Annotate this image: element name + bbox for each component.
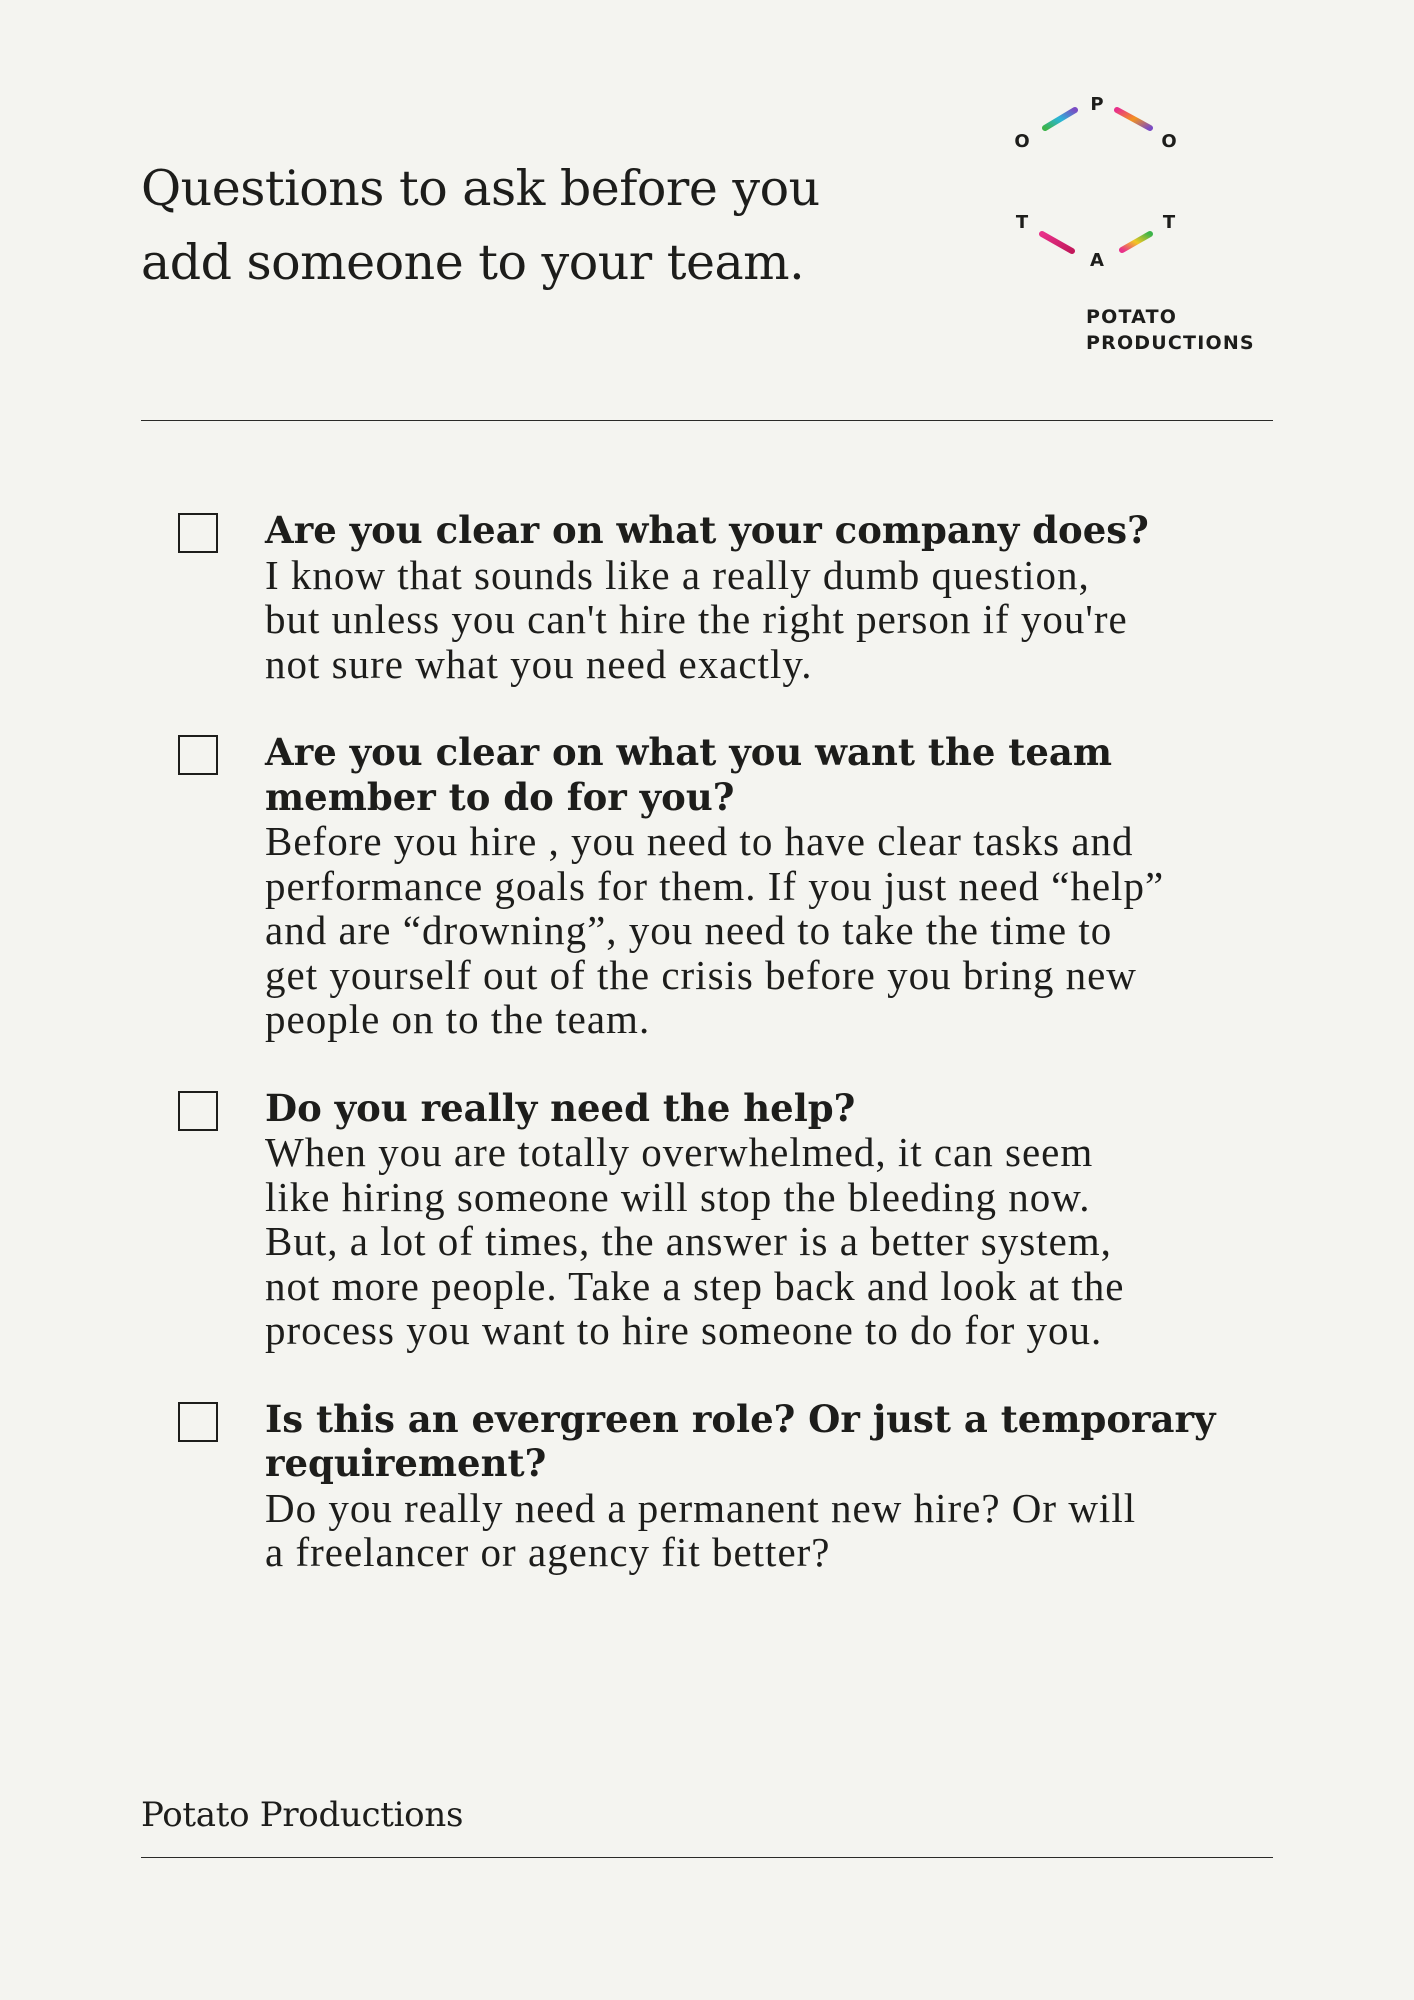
checkbox[interactable] <box>178 1091 218 1131</box>
checklist-item <box>178 1397 1288 1575</box>
checklist-item <box>178 1086 1288 1353</box>
logo-letter-t-left: T <box>1015 212 1029 233</box>
answer-line: not more people. Take a step back and look at the <box>265 1262 1125 1309</box>
logo-segment-bottom-left <box>1042 234 1072 251</box>
answer-line: Do you really need a permanent new hire? Or will <box>265 1484 1137 1531</box>
logo-wordmark <box>1086 304 1255 356</box>
question-heading <box>265 1086 1288 1131</box>
answer-line: people on to the team. <box>265 996 651 1042</box>
question-line: member to do for you? <box>265 774 735 819</box>
answer-line: but unless you can't hire the right person if you're <box>265 596 1128 642</box>
header-divider <box>141 420 1273 421</box>
hexagon-logo-mark <box>1010 88 1190 278</box>
logo-letter-o-right: O <box>1161 131 1177 152</box>
answer-text <box>265 1486 1288 1575</box>
answer-text <box>265 819 1288 1042</box>
question-line: requirement? <box>265 1441 547 1485</box>
page-title-line-1: Questions to ask before you <box>141 160 820 217</box>
checkbox[interactable] <box>178 735 218 775</box>
question-line: Do you really need the help? <box>265 1085 856 1130</box>
question-heading <box>265 730 1288 819</box>
logo-wordmark-line-1: POTATO <box>1086 306 1178 328</box>
answer-line: not sure what you need exactly. <box>265 640 813 687</box>
question-line: Are you clear on what your company does? <box>265 508 1149 552</box>
question-line: Are you clear on what you want the team <box>265 730 1113 774</box>
checklist-item <box>178 508 1288 686</box>
question-checklist <box>178 508 1288 1619</box>
answer-text <box>265 553 1288 687</box>
answer-line: and are “drowning”, you need to take the time to <box>265 907 1113 953</box>
answer-line: like hiring someone will stop the bleeding now. <box>265 1173 1091 1220</box>
question-heading <box>265 508 1288 553</box>
answer-line: I know that sounds like a really dumb question, <box>265 551 1090 598</box>
answer-line: performance goals for them. If you just need “help” <box>265 862 1165 909</box>
page-title-line-2: add someone to your team. <box>141 234 805 291</box>
answer-line: get yourself out of the crisis before you bring new <box>265 951 1137 998</box>
question-heading <box>265 1397 1288 1486</box>
logo-letter-t-right: T <box>1162 212 1176 233</box>
footer-brand: Potato Productions <box>141 1795 464 1835</box>
logo-letter-o-left: O <box>1014 131 1030 152</box>
logo-wordmark-line-2: PRODUCTIONS <box>1086 332 1255 354</box>
answer-line: But, a lot of times, the answer is a better system, <box>265 1218 1112 1264</box>
logo-letter-a: A <box>1090 250 1104 271</box>
footer-divider <box>141 1857 1273 1858</box>
answer-line: Before you hire , you need to have clear tasks and <box>265 818 1134 864</box>
logo-letter-p: P <box>1090 94 1104 115</box>
logo-segment-top-right <box>1117 110 1150 128</box>
question-line: Is this an evergreen role? Or just a temporary <box>265 1396 1216 1441</box>
answer-line: process you want to hire someone to do for you. <box>265 1307 1103 1353</box>
checkbox[interactable] <box>178 1402 218 1442</box>
checklist-item <box>178 730 1288 1042</box>
logo-segment-top-left <box>1045 110 1075 128</box>
answer-line: When you are totally overwhelmed, it can seem <box>265 1129 1094 1175</box>
logo-segment-bottom-right <box>1122 234 1150 250</box>
potato-productions-logo <box>1010 88 1255 358</box>
page-title <box>141 152 901 300</box>
answer-text <box>265 1130 1288 1353</box>
checkbox[interactable] <box>178 513 218 553</box>
answer-line: a freelancer or agency fit better? <box>265 1529 831 1575</box>
